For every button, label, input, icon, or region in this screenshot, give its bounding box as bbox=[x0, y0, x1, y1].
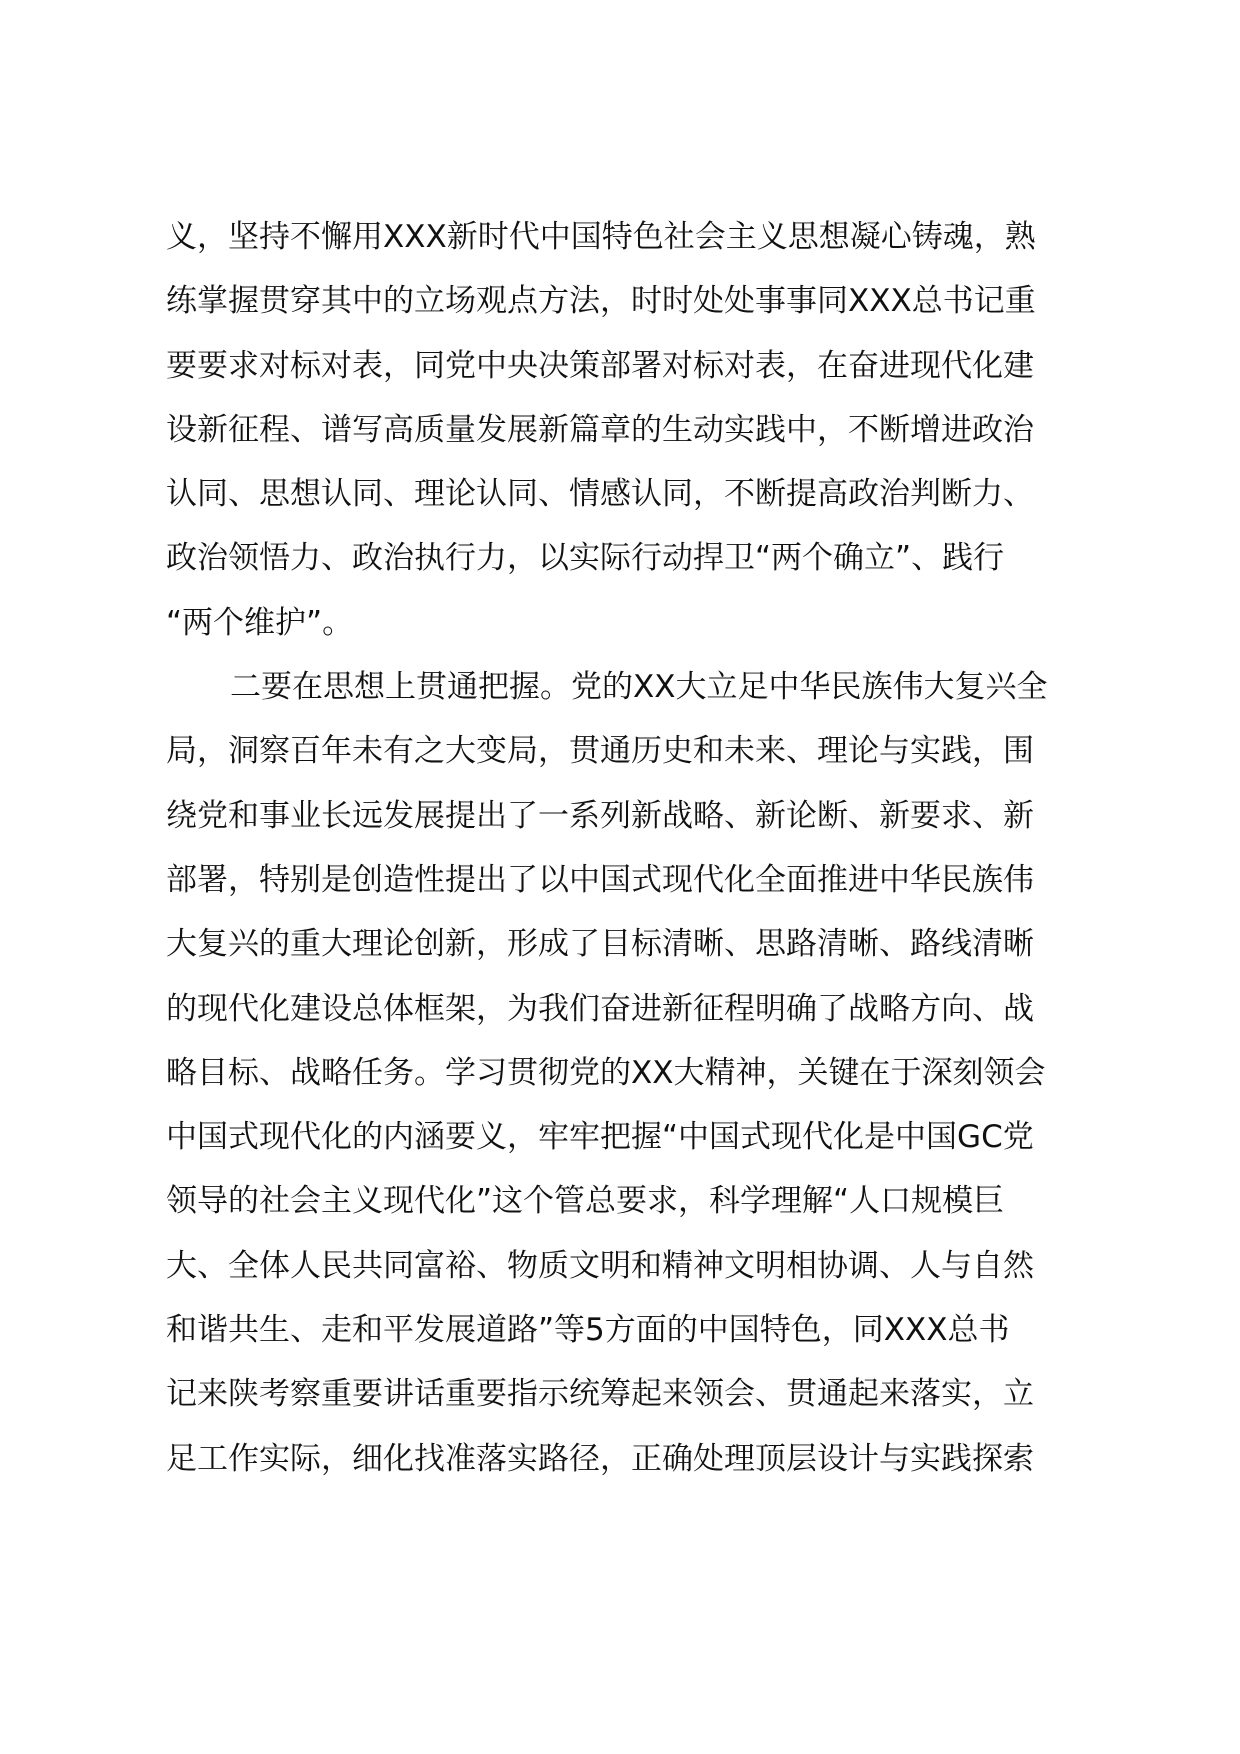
text-line: 大、全体人民共同富裕、物质文明和精神文明相协调、人与自然 bbox=[166, 1247, 1034, 1284]
text-line: 政治领悟力、政治执行力，以实际行动捍卫“两个确立”、践行 bbox=[166, 540, 1005, 577]
text-line: 绕党和事业长远发展提出了一系列新战略、新论断、新要求、新 bbox=[166, 797, 1034, 834]
text-line: 的现代化建设总体框架，为我们奋进新征程明确了战略方向、战 bbox=[166, 990, 1034, 1027]
text-line: 要要求对标对表，同党中央决策部署对标对表，在奋进现代化建 bbox=[166, 347, 1034, 384]
text-line: 和谐共生、走和平发展道路”等5方面的中国特色，同XXX总书 bbox=[166, 1312, 1010, 1349]
text-line: 认同、思想认同、理论认同、情感认同，不断提高政治判断力、 bbox=[166, 476, 1034, 513]
text-line: 部署，特别是创造性提出了以中国式现代化全面推进中华民族伟 bbox=[166, 861, 1034, 898]
text-line: 义，坚持不懈用XXX新时代中国特色社会主义思想凝心铸魂，熟 bbox=[166, 219, 1036, 255]
text-line: 略目标、战略任务。学习贯彻党的XX大精神，关键在于深刻领会 bbox=[166, 1054, 1046, 1091]
body-text bbox=[166, 205, 1116, 1491]
text-line: 中国式现代化的内涵要义，牢牢把握“中国式现代化是中国GC党 bbox=[166, 1119, 1034, 1156]
text-line: “两个维护”。 bbox=[166, 604, 354, 641]
text-line: 设新征程、谱写高质量发展新篇章的生动实践中，不断增进政治 bbox=[166, 411, 1034, 448]
text-line: 练掌握贯穿其中的立场观点方法，时时处处事事同XXX总书记重 bbox=[166, 283, 1036, 320]
text-line: 记来陕考察重要讲话重要指示统筹起来领会、贯通起来落实，立 bbox=[166, 1376, 1034, 1413]
text-line: 大复兴的重大理论创新，形成了目标清晰、思路清晰、路线清晰 bbox=[166, 926, 1034, 963]
paragraph-start-line: 二要在思想上贯通把握。党的XX大立足中华民族伟大复兴全 bbox=[230, 669, 1048, 706]
text-line: 足工作实际，细化找准落实路径，正确处理顶层设计与实践探索 bbox=[166, 1440, 1034, 1477]
text-line: 领导的社会主义现代化”这个管总要求，科学理解“人口规模巨 bbox=[166, 1183, 1005, 1220]
text-line: 局，洞察百年未有之大变局，贯通历史和未来、理论与实践，围 bbox=[166, 733, 1034, 770]
